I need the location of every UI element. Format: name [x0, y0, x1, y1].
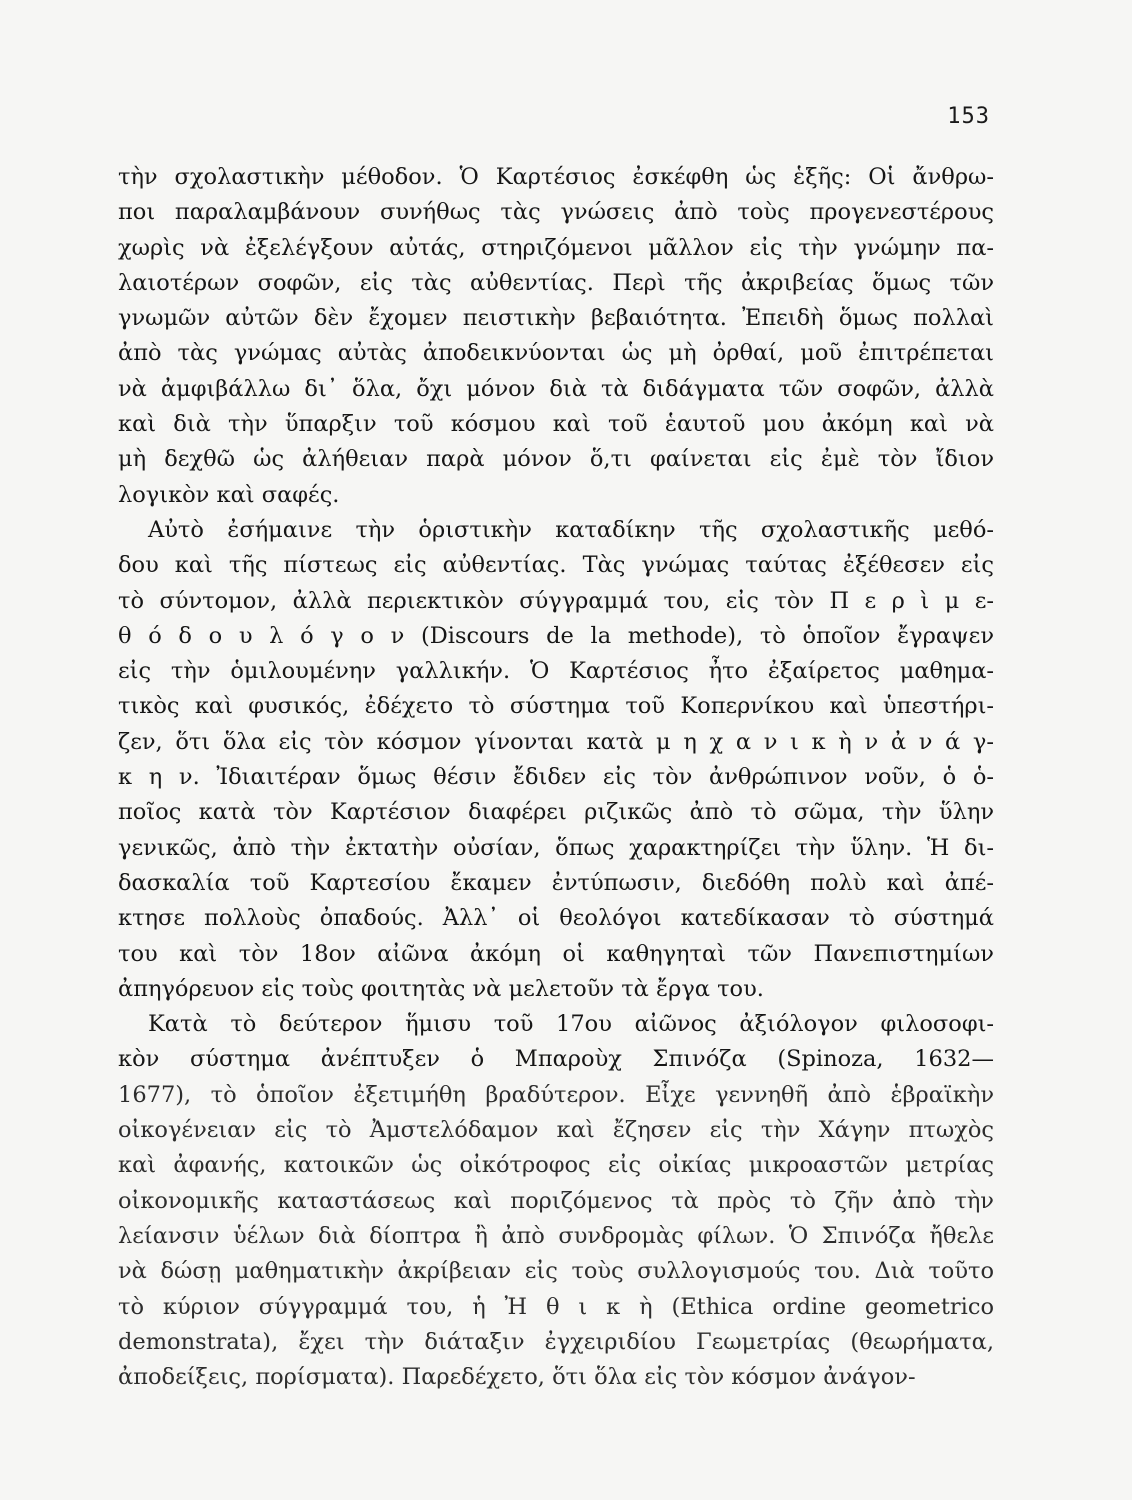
text-line: demonstrata), ἔχει τὴν διάταξιν ἐγχειριδίου Γεωμετρίας (θεωρήματα, [118, 1328, 994, 1355]
text-line: ζεν, ὅτι ὅλα εἰς τὸν κόσμον γίνονται κατὰ μ η χ α ν ι κ ὴ ν ἀ ν ά γ- [118, 728, 994, 755]
text-line: Κατὰ τὸ δεύτερον ἥμισυ τοῦ 17ου αἰῶνος ἀξιόλογον φιλοσοφι- [148, 1011, 994, 1038]
paragraph [118, 1007, 994, 1395]
text-line: 1677), τὸ ὁποῖον ἐξετιμήθη βραδύτερον. Εἶχε γεννηθῆ ἀπὸ ἑβραϊκὴν [118, 1081, 994, 1108]
text-line: λαιοτέρων σοφῶν, εἰς τὰς αὐθεντίας. Περὶ τῆς ἀκριβείας ὅμως τῶν [118, 269, 994, 296]
text-line: καὶ ἀφανής, κατοικῶν ὡς οἰκότροφος εἰς οἰκίας μικροαστῶν μετρίας [118, 1152, 994, 1179]
text-line: οἰκονομικῆς καταστάσεως καὶ ποριζόμενος τὰ πρὸς τὸ ζῆν ἀπὸ τὴν [118, 1187, 994, 1214]
text-line: καὶ διὰ τὴν ὕπαρξιν τοῦ κόσμου καὶ τοῦ ἑαυτοῦ μου ἀκόμη καὶ νὰ [118, 411, 994, 438]
text-line: θ ό δ ο υ λ ό γ ο ν (Discours de la methode), τὸ ὁποῖον ἔγραψεν [118, 622, 994, 649]
text-line: μὴ δεχθῶ ὡς ἀλήθειαν παρὰ μόνον ὅ,τι φαίνεται εἰς ἐμὲ τὸν ἴδιον [118, 446, 994, 473]
text-line: ἀποδείξεις, πορίσματα). Παρεδέχετο, ὅτι ὅλα εἰς τὸν κόσμον ἀνάγον- [118, 1364, 916, 1391]
text-line: τὸ σύντομον, ἀλλὰ περιεκτικὸν σύγγραμμά του, εἰς τὸν Π ε ρ ὶ μ ε- [118, 587, 994, 614]
text-line: κτησε πολλοὺς ὀπαδούς. Ἀλλ᾽ οἱ θεολόγοι κατεδίκασαν τὸ σύστημά [118, 905, 994, 932]
paragraph [118, 160, 994, 513]
text-line: τὸ κύριον σύγγραμμά του, ἡ Ἠ θ ι κ ὴ (Ethica ordine geometrico [118, 1293, 994, 1320]
paragraph [118, 513, 994, 1007]
text-line: νὰ ἀμφιβάλλω δι᾽ ὅλα, ὄχι μόνον διὰ τὰ διδάγματα τῶν σοφῶν, ἀλλὰ [118, 375, 994, 402]
text-line: λογικὸν καὶ σαφές. [118, 481, 340, 508]
text-line: δου καὶ τῆς πίστεως εἰς αὐθεντίας. Τὰς γνώμας ταύτας ἐξέθεσεν εἰς [118, 552, 994, 579]
text-line: κ η ν. Ἰδιαιτέραν ὅμως θέσιν ἔδιδεν εἰς τὸν ἀνθρώπινον νοῦν, ὁ ὁ- [118, 764, 994, 791]
text-line: δασκαλία τοῦ Καρτεσίου ἔκαμεν ἐντύπωσιν, διεδόθη πολὺ καὶ ἀπέ- [118, 869, 994, 896]
text-line: εἰς τὴν ὁμιλουμένην γαλλικήν. Ὁ Καρτέσιος ἦτο ἐξαίρετος μαθημα- [118, 658, 994, 685]
text-line: ἀπὸ τὰς γνώμας αὐτὰς ἀποδεικνύονται ὡς μὴ ὀρθαί, μοῦ ἐπιτρέπεται [118, 340, 994, 367]
body-text [118, 160, 994, 1395]
text-line: Αὐτὸ ἐσήμαινε τὴν ὁριστικὴν καταδίκην τῆς σχολαστικῆς μεθό- [148, 516, 994, 543]
text-line: λείανσιν ὑέλων διὰ δίοπτρα ἢ ἀπὸ συνδρομὰς φίλων. Ὁ Σπινόζα ἤθελε [118, 1222, 994, 1249]
text-line: τὴν σχολαστικὴν μέθοδον. Ὁ Καρτέσιος ἐσκέφθη ὡς ἑξῆς: Οἱ ἄνθρω- [118, 164, 994, 190]
page-number: 153 [947, 104, 990, 129]
text-line: χωρὶς νὰ ἐξελέγξουν αὐτάς, στηριζόμενοι μᾶλλον εἰς τὴν γνώμην πα- [118, 234, 994, 261]
text-line: γενικῶς, ἀπὸ τὴν ἐκτατὴν οὐσίαν, ὅπως χαρακτηρίζει τὴν ὕλην. Ἡ δι- [118, 834, 994, 861]
text-line: ἀπηγόρευον εἰς τοὺς φοιτητὰς νὰ μελετοῦν τὰ ἔργα του. [118, 975, 764, 1002]
text-line: οἰκογένειαν εἰς τὸ Ἀμστελόδαμον καὶ ἔζησεν εἰς τὴν Χάγην πτωχὸς [118, 1117, 994, 1144]
text-line: ποι παραλαμβάνουν συνήθως τὰς γνώσεις ἀπὸ τοὺς προγενεστέρους [118, 199, 994, 226]
text-line: ποῖος κατὰ τὸν Καρτέσιον διαφέρει ριζικῶς ἀπὸ τὸ σῶμα, τὴν ὕλην [118, 799, 994, 826]
text-line: τικὸς καὶ φυσικός, ἐδέχετο τὸ σύστημα τοῦ Κοπερνίκου καὶ ὑπεστήρι- [118, 693, 994, 720]
text-line: του καὶ τὸν 18ον αἰῶνα ἀκόμη οἱ καθηγηταὶ τῶν Πανεπιστημίων [118, 940, 994, 967]
text-line: κὸν σύστημα ἀνέπτυξεν ὁ Μπαροὺχ Σπινόζα (Spinoza, 1632— [118, 1046, 994, 1073]
text-line: γνωμῶν αὐτῶν δὲν ἔχομεν πειστικὴν βεβαιότητα. Ἐπειδὴ ὅμως πολλαὶ [118, 305, 994, 332]
text-line: νὰ δώσῃ μαθηματικὴν ἀκρίβειαν εἰς τοὺς συλλογισμούς του. Διὰ τοῦτο [118, 1258, 994, 1285]
